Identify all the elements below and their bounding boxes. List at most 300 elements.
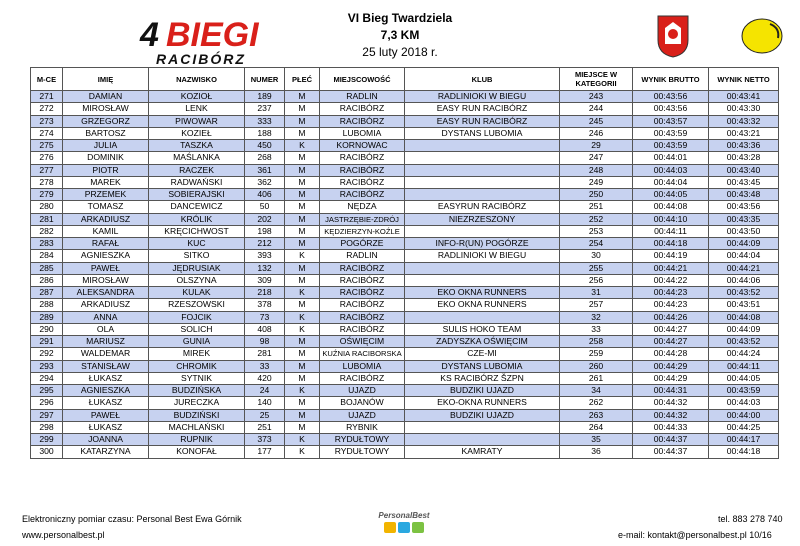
table-cell: ANNA — [63, 311, 149, 323]
table-cell: SOLICH — [149, 323, 245, 335]
coat-of-arms-icon — [656, 14, 690, 58]
table-cell: 274 — [31, 127, 63, 139]
table-cell: EKO OKNA RUNNERS — [405, 287, 560, 299]
table-cell: 00:44:26 — [633, 311, 709, 323]
table-cell: 00:43:50 — [709, 225, 779, 237]
brand-name: PersonalBest — [378, 511, 430, 520]
table-cell: OŚWIĘCIM — [320, 336, 405, 348]
table-cell: 00:43:56 — [633, 91, 709, 103]
table-row — [31, 299, 779, 311]
table-cell: JASTRZĘBIE-ZDRÓJ — [320, 213, 405, 225]
table-cell: 00:44:09 — [709, 323, 779, 335]
sun-sponsor-logo-icon — [740, 18, 784, 54]
table-cell: M — [285, 274, 320, 286]
table-cell: RYDUŁTOWY — [320, 434, 405, 446]
table-cell: DOMINIK — [63, 152, 149, 164]
table-cell: 00:44:23 — [633, 299, 709, 311]
table-cell: 00:44:18 — [709, 446, 779, 458]
table-cell: 00:44:32 — [633, 409, 709, 421]
column-header: WYNIK NETTO — [709, 68, 779, 91]
table-cell: PAWEŁ — [63, 262, 149, 274]
table-cell: EKO-OKNA RUNNERS — [405, 397, 560, 409]
table-cell: EASY RUN RACIBÓRZ — [405, 103, 560, 115]
table-cell: 299 — [31, 434, 63, 446]
table-cell: 33 — [560, 323, 633, 335]
table-cell: TOMASZ — [63, 201, 149, 213]
phone-number: tel. 883 278 740 — [718, 514, 783, 524]
table-cell: LENK — [149, 103, 245, 115]
table-cell: 00:43:59 — [709, 385, 779, 397]
table-row — [31, 262, 779, 274]
table-cell: 245 — [560, 115, 633, 127]
table-cell: 00:43:41 — [709, 91, 779, 103]
table-row — [31, 201, 779, 213]
table-cell — [405, 164, 560, 176]
table-cell: 280 — [31, 201, 63, 213]
table-row — [31, 409, 779, 421]
table-cell: RACIBÓRZ — [320, 311, 405, 323]
table-cell: 00:44:08 — [709, 311, 779, 323]
table-cell: 277 — [31, 164, 63, 176]
table-cell: 00:43:28 — [709, 152, 779, 164]
table-cell: 00:43:35 — [709, 213, 779, 225]
table-cell: 257 — [560, 299, 633, 311]
table-cell: KUC — [149, 238, 245, 250]
table-cell — [405, 311, 560, 323]
table-cell: RUPNIK — [149, 434, 245, 446]
table-cell: RACIBÓRZ — [320, 274, 405, 286]
table-cell: 00:44:23 — [633, 287, 709, 299]
table-cell: MACHLAŃSKI — [149, 421, 245, 433]
table-row — [31, 115, 779, 127]
table-cell: KULAK — [149, 287, 245, 299]
table-cell: BOJANÓW — [320, 397, 405, 409]
table-cell: 00:43:32 — [709, 115, 779, 127]
table-cell: 34 — [560, 385, 633, 397]
table-cell: 00:44:11 — [709, 360, 779, 372]
table-cell: 263 — [560, 409, 633, 421]
table-row — [31, 213, 779, 225]
table-cell: PRZEMEK — [63, 189, 149, 201]
table-row — [31, 127, 779, 139]
table-cell: 406 — [245, 189, 285, 201]
4biegi-logo — [140, 14, 290, 70]
table-cell: 00:44:21 — [633, 262, 709, 274]
table-cell: DYSTANS LUBOMIA — [405, 360, 560, 372]
column-header: PŁEĆ — [285, 68, 320, 91]
table-cell: KOZIEŁ — [149, 127, 245, 139]
table-row — [31, 274, 779, 286]
table-cell: 00:43:57 — [633, 115, 709, 127]
table-cell: KONOFAŁ — [149, 446, 245, 458]
table-cell: K — [285, 287, 320, 299]
table-cell: 420 — [245, 372, 285, 384]
table-cell: 286 — [31, 274, 63, 286]
table-cell: ARKADIUSZ — [63, 213, 149, 225]
table-cell: RACIBÓRZ — [320, 103, 405, 115]
table-cell: 132 — [245, 262, 285, 274]
table-cell — [405, 140, 560, 152]
table-cell: 198 — [245, 225, 285, 237]
table-cell: JULIA — [63, 140, 149, 152]
table-cell: 289 — [31, 311, 63, 323]
table-cell: 296 — [31, 397, 63, 409]
table-cell: MIROSŁAW — [63, 274, 149, 286]
event-date: 25 luty 2018 r. — [362, 45, 438, 59]
table-cell: 00:44:00 — [709, 409, 779, 421]
table-cell: K — [285, 311, 320, 323]
table-cell: 253 — [560, 225, 633, 237]
table-cell: 00:43:30 — [709, 103, 779, 115]
table-cell: 295 — [31, 385, 63, 397]
table-cell: EASY RUN RACIBÓRZ — [405, 115, 560, 127]
table-cell: M — [285, 152, 320, 164]
table-cell: ŁUKASZ — [63, 372, 149, 384]
table-cell: 00:44:04 — [709, 250, 779, 262]
table-cell: SYTNIK — [149, 372, 245, 384]
table-cell: M — [285, 201, 320, 213]
table-cell: DANCEWICZ — [149, 201, 245, 213]
table-cell: 271 — [31, 91, 63, 103]
table-cell: 00:43:56 — [709, 201, 779, 213]
table-cell: 244 — [560, 103, 633, 115]
table-cell: 50 — [245, 201, 285, 213]
table-cell: 00:44:18 — [633, 238, 709, 250]
table-cell: 362 — [245, 176, 285, 188]
table-row — [31, 311, 779, 323]
table-cell: 36 — [560, 446, 633, 458]
table-cell: FOJCIK — [149, 311, 245, 323]
table-cell: ŁUKASZ — [63, 421, 149, 433]
table-cell: KORNOWAC — [320, 140, 405, 152]
table-cell — [405, 225, 560, 237]
table-cell: RACIBÓRZ — [320, 164, 405, 176]
table-cell: 00:44:24 — [709, 348, 779, 360]
table-row — [31, 323, 779, 335]
table-cell: 188 — [245, 127, 285, 139]
table-cell: M — [285, 372, 320, 384]
table-cell: PIOTR — [63, 164, 149, 176]
table-cell: NĘDZA — [320, 201, 405, 213]
table-cell: M — [285, 238, 320, 250]
run-icon — [412, 522, 424, 533]
table-cell: KAMIL — [63, 225, 149, 237]
table-row — [31, 385, 779, 397]
table-cell: RAFAŁ — [63, 238, 149, 250]
table-cell: INFO-R(UN) POGÓRZE — [405, 238, 560, 250]
table-cell: RACIBÓRZ — [320, 287, 405, 299]
table-cell: M — [285, 189, 320, 201]
table-cell: 00:43:59 — [633, 140, 709, 152]
table-row — [31, 287, 779, 299]
table-cell: 250 — [560, 189, 633, 201]
table-cell: SULIS HOKO TEAM — [405, 323, 560, 335]
table-cell: BUDZIKI UJAZD — [405, 385, 560, 397]
table-cell: 202 — [245, 213, 285, 225]
table-cell: 00:44:29 — [633, 372, 709, 384]
table-cell — [405, 434, 560, 446]
table-cell: RACZEK — [149, 164, 245, 176]
table-cell: 298 — [31, 421, 63, 433]
table-cell: M — [285, 164, 320, 176]
table-cell: 00:43:59 — [633, 127, 709, 139]
table-cell: 373 — [245, 434, 285, 446]
table-cell: 00:44:25 — [709, 421, 779, 433]
table-cell: K — [285, 385, 320, 397]
table-cell: 309 — [245, 274, 285, 286]
table-cell: K — [285, 323, 320, 335]
results-table — [30, 67, 779, 459]
table-cell: 00:43:51 — [709, 299, 779, 311]
personalbest-logo-icon — [376, 511, 432, 541]
table-cell: 251 — [245, 421, 285, 433]
table-cell: 254 — [560, 238, 633, 250]
table-cell: 00:44:04 — [633, 176, 709, 188]
table-cell: 450 — [245, 140, 285, 152]
table-row — [31, 91, 779, 103]
table-cell: 268 — [245, 152, 285, 164]
table-cell: 33 — [245, 360, 285, 372]
table-cell: CHROMIK — [149, 360, 245, 372]
table-cell: MARIUSZ — [63, 336, 149, 348]
table-cell: 00:43:48 — [709, 189, 779, 201]
title-block — [300, 10, 500, 61]
table-cell: RACIBÓRZ — [320, 189, 405, 201]
table-cell: RACIBÓRZ — [320, 372, 405, 384]
table-cell: 177 — [245, 446, 285, 458]
table-cell: 00:44:08 — [633, 201, 709, 213]
table-cell: 24 — [245, 385, 285, 397]
logo-city: RACIBÓRZ — [156, 51, 246, 67]
column-header: NAZWISKO — [149, 68, 245, 91]
table-cell: 00:44:09 — [709, 238, 779, 250]
column-header: IMIĘ — [63, 68, 149, 91]
table-cell: 262 — [560, 397, 633, 409]
table-cell: CZE-MI — [405, 348, 560, 360]
table-cell: 00:44:06 — [709, 274, 779, 286]
table-cell: 297 — [31, 409, 63, 421]
table-cell — [405, 189, 560, 201]
table-header-row — [31, 68, 779, 91]
table-cell: SITKO — [149, 250, 245, 262]
table-cell: 393 — [245, 250, 285, 262]
table-cell: K — [285, 446, 320, 458]
table-cell: 00:44:03 — [633, 164, 709, 176]
table-cell: TASZKA — [149, 140, 245, 152]
table-cell: 251 — [560, 201, 633, 213]
table-cell: ALEKSANDRA — [63, 287, 149, 299]
table-cell: 281 — [31, 213, 63, 225]
table-row — [31, 434, 779, 446]
table-cell — [405, 176, 560, 188]
table-cell: ZADYSZKA OŚWIĘCIM — [405, 336, 560, 348]
table-cell: K — [285, 250, 320, 262]
table-cell: 293 — [31, 360, 63, 372]
table-cell: DYSTANS LUBOMIA — [405, 127, 560, 139]
table-cell: K — [285, 434, 320, 446]
column-header: MIEJSCOWOŚĆ — [320, 68, 405, 91]
table-cell: 73 — [245, 311, 285, 323]
logo-digit: 4 — [140, 16, 157, 54]
table-cell: 256 — [560, 274, 633, 286]
table-cell: M — [285, 360, 320, 372]
table-cell: 00:44:33 — [633, 421, 709, 433]
table-cell: MAŚLANKA — [149, 152, 245, 164]
table-cell: M — [285, 262, 320, 274]
table-cell: BUDZIŃSKA — [149, 385, 245, 397]
table-cell: M — [285, 127, 320, 139]
table-row — [31, 348, 779, 360]
table-cell: M — [285, 103, 320, 115]
table-cell: 00:44:22 — [633, 274, 709, 286]
table-cell: KĘDZIERZYN-KOŹLE — [320, 225, 405, 237]
event-title: VI Bieg Twardziela — [347, 11, 453, 25]
table-cell: KRĘCICHWOST — [149, 225, 245, 237]
table-cell: AGNIESZKA — [63, 250, 149, 262]
table-cell: BUDZIŃSKI — [149, 409, 245, 421]
table-cell: 32 — [560, 311, 633, 323]
table-cell: 35 — [560, 434, 633, 446]
table-cell: 00:44:01 — [633, 152, 709, 164]
table-cell: STANISŁAW — [63, 360, 149, 372]
email-and-page: e-mail: kontakt@personalbest.pl 10/16 — [618, 530, 772, 540]
table-cell: 246 — [560, 127, 633, 139]
table-cell: 00:43:36 — [709, 140, 779, 152]
table-cell: 276 — [31, 152, 63, 164]
website-link[interactable]: www.personalbest.pl — [22, 530, 105, 540]
column-header: KLUB — [405, 68, 560, 91]
table-row — [31, 238, 779, 250]
table-cell: UJAZD — [320, 409, 405, 421]
table-cell — [405, 262, 560, 274]
table-cell: KS RACIBÓRZ ŠZPN — [405, 372, 560, 384]
table-cell: 00:43:45 — [709, 176, 779, 188]
table-cell: M — [285, 421, 320, 433]
table-cell: 278 — [31, 176, 63, 188]
table-cell: RYDUŁTOWY — [320, 446, 405, 458]
table-cell: MIREK — [149, 348, 245, 360]
table-cell: RACIBÓRZ — [320, 262, 405, 274]
table-row — [31, 189, 779, 201]
table-cell: 300 — [31, 446, 63, 458]
table-cell: 294 — [31, 372, 63, 384]
table-cell: 25 — [245, 409, 285, 421]
table-cell: M — [285, 176, 320, 188]
table-cell: 29 — [560, 140, 633, 152]
table-row — [31, 336, 779, 348]
table-cell: ARKADIUSZ — [63, 299, 149, 311]
table-cell: RYBNIK — [320, 421, 405, 433]
table-row — [31, 164, 779, 176]
table-cell: GUNIA — [149, 336, 245, 348]
table-cell: EKO OKNA RUNNERS — [405, 299, 560, 311]
table-cell: 258 — [560, 336, 633, 348]
brand-icons — [376, 522, 432, 533]
table-cell: M — [285, 397, 320, 409]
table-cell: K — [285, 140, 320, 152]
table-cell: 272 — [31, 103, 63, 115]
table-cell: RADLIN — [320, 91, 405, 103]
table-cell: 00:44:31 — [633, 385, 709, 397]
logo-word: BIEGI — [166, 16, 259, 54]
table-cell: JURECZKA — [149, 397, 245, 409]
table-cell: GRZEGORZ — [63, 115, 149, 127]
table-cell: 247 — [560, 152, 633, 164]
table-cell: M — [285, 91, 320, 103]
table-cell: KUŹNIA RACIBORSKA — [320, 348, 405, 360]
table-cell: M — [285, 336, 320, 348]
table-cell — [405, 421, 560, 433]
table-cell: RACIBÓRZ — [320, 176, 405, 188]
table-cell: 00:43:52 — [709, 287, 779, 299]
table-cell: LUBOMIA — [320, 127, 405, 139]
table-cell: 00:44:10 — [633, 213, 709, 225]
table-cell: KRÓLIK — [149, 213, 245, 225]
table-cell: 264 — [560, 421, 633, 433]
table-row — [31, 372, 779, 384]
table-row — [31, 421, 779, 433]
table-cell: 00:44:32 — [633, 397, 709, 409]
table-cell: 408 — [245, 323, 285, 335]
table-cell: NIEZRZESZONY — [405, 213, 560, 225]
table-cell: BARTOSZ — [63, 127, 149, 139]
table-cell: M — [285, 299, 320, 311]
table-cell: JĘDRUSIAK — [149, 262, 245, 274]
table-cell: POGÓRZE — [320, 238, 405, 250]
table-cell: 243 — [560, 91, 633, 103]
column-header: WYNIK BRUTTO — [633, 68, 709, 91]
table-row — [31, 360, 779, 372]
table-cell: 98 — [245, 336, 285, 348]
table-cell: 290 — [31, 323, 63, 335]
table-cell: RADLINIOKI W BIEGU — [405, 91, 560, 103]
table-cell: 31 — [560, 287, 633, 299]
table-row — [31, 225, 779, 237]
table-cell: 00:44:11 — [633, 225, 709, 237]
table-cell: 248 — [560, 164, 633, 176]
table-cell: LUBOMIA — [320, 360, 405, 372]
table-cell: MAREK — [63, 176, 149, 188]
table-cell: 00:44:29 — [633, 360, 709, 372]
table-row — [31, 176, 779, 188]
table-row — [31, 140, 779, 152]
column-header: MIEJSCE W KATEGORII — [560, 68, 633, 91]
table-cell: 361 — [245, 164, 285, 176]
table-cell: 00:44:27 — [633, 336, 709, 348]
table-cell: 212 — [245, 238, 285, 250]
table-cell: 279 — [31, 189, 63, 201]
table-cell: M — [285, 213, 320, 225]
table-cell: KATARZYNA — [63, 446, 149, 458]
table-cell: 237 — [245, 103, 285, 115]
table-cell: AGNIESZKA — [63, 385, 149, 397]
table-cell: ŁUKASZ — [63, 397, 149, 409]
table-cell: MIROSŁAW — [63, 103, 149, 115]
table-cell: RACIBÓRZ — [320, 115, 405, 127]
table-cell: M — [285, 225, 320, 237]
table-cell: 00:44:05 — [633, 189, 709, 201]
table-cell: RACIBÓRZ — [320, 152, 405, 164]
table-cell: 140 — [245, 397, 285, 409]
table-cell: RADLIN — [320, 250, 405, 262]
table-cell: JOANNA — [63, 434, 149, 446]
table-cell: 284 — [31, 250, 63, 262]
table-cell: 00:44:27 — [633, 323, 709, 335]
table-cell: 00:44:21 — [709, 262, 779, 274]
table-cell: OLA — [63, 323, 149, 335]
table-cell: 260 — [560, 360, 633, 372]
table-cell: 00:44:03 — [709, 397, 779, 409]
